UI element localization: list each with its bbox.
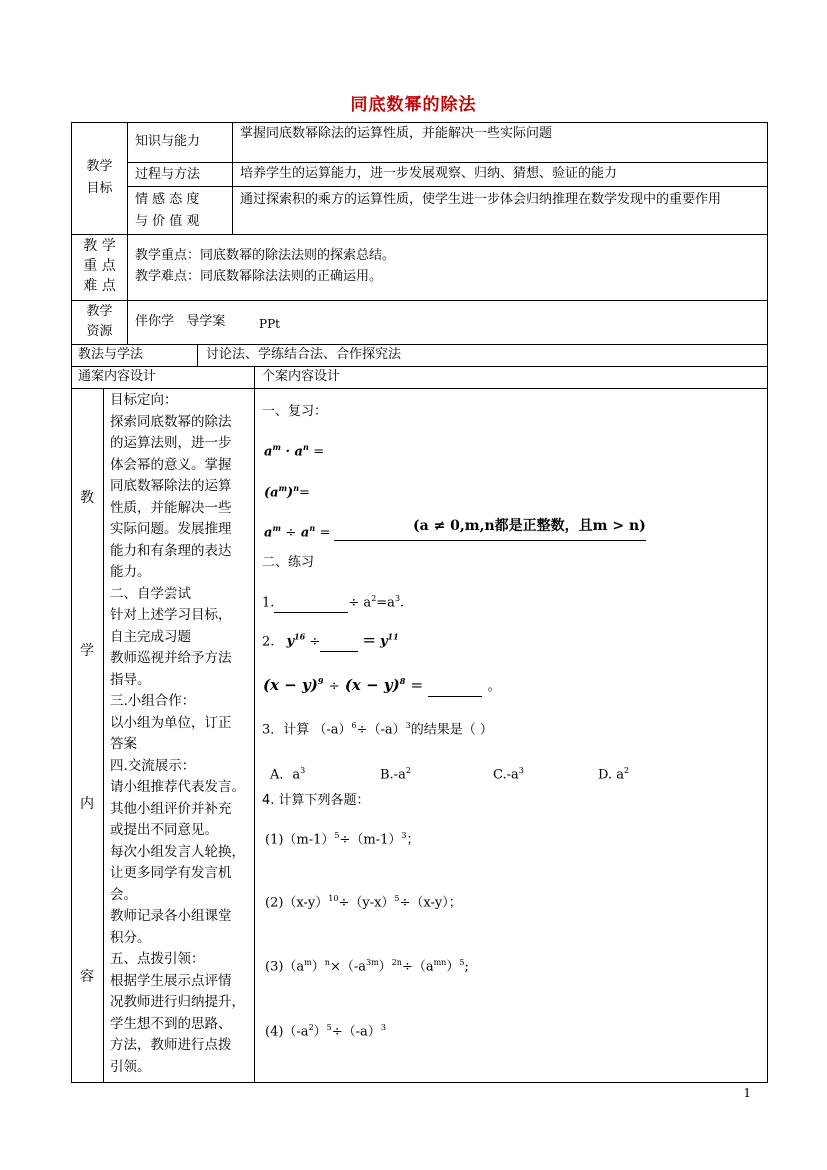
practice-heading: 二、练习 — [262, 555, 315, 570]
option-b[interactable]: $B.-a^2$ — [380, 766, 411, 783]
sub-question-4: $(4)(-a^2)^5\div(-a)^3$ — [265, 1023, 386, 1040]
left-line: 二、自学尝试 — [110, 585, 191, 602]
goal-label-knowledge: 知识与能力 — [135, 134, 201, 149]
methods-text: 讨论法、学练结合法、合作探究法 — [206, 347, 402, 362]
left-line: 实际问题。发展推理 — [110, 521, 232, 537]
left-line: 探索同底数幂的除法 — [110, 413, 232, 430]
left-line: 能力和有条理的表达 — [110, 542, 232, 559]
left-line: 能力。 — [110, 564, 151, 580]
review-heading: 一、复习： — [262, 404, 328, 419]
left-line: 教师记录各小组课堂 — [110, 908, 232, 924]
side-char-1: 教 — [80, 490, 94, 506]
left-line: 或提出不同意见。 — [110, 822, 218, 838]
question-3: 3．计算 $(-a)^6\div(-a)^3$的结果是（ ） — [262, 721, 493, 738]
question-4: 4. 计算下列各题： — [262, 793, 370, 808]
side-char-3: 内 — [80, 796, 94, 812]
q2-blank[interactable] — [320, 637, 358, 652]
goal-text-emotion: 通过探索积的乘方的运算性质，使学生进一步体会归纳推理在数学发现中的重要作用 — [240, 192, 722, 207]
left-line: 性质，并能解决一些 — [110, 499, 232, 516]
focus-key: 教学重点：同底数幂的除法法则的探索总结。 — [135, 248, 396, 263]
left-line: 积分。 — [110, 929, 151, 946]
left-line: 让更多同学有发言机 — [110, 865, 232, 881]
review-eq-1: $a^m \cdot a^n$ = — [264, 442, 325, 460]
review-eq-3: $a^m \div a^n$ = — [264, 523, 331, 541]
left-line: 针对上述学习目标， — [110, 607, 232, 623]
design-right-header: 个案内容设计 — [262, 369, 341, 384]
methods-header: 教法与学法 — [78, 347, 144, 362]
left-line: 五、点拨引领： — [110, 951, 205, 967]
question-1: 1. ÷ $a^2=a^3$. — [262, 589, 404, 613]
sub-question-2: $(2)(x-y)^{10}\div(y-x)^5\div(x-y)$； — [265, 894, 462, 911]
option-d[interactable]: D. $a^2$ — [598, 766, 630, 783]
side-char-4: 容 — [80, 969, 94, 985]
resources-ppt: PPt — [259, 317, 280, 331]
focus-header: 教 学 重 点 难 点 — [83, 238, 116, 294]
question-2b: $(x - y)^9 \div (x - y)^8$ = 。 — [263, 671, 501, 697]
left-line: 四.交流展示： — [110, 757, 196, 774]
design-left-header: 通案内容设计 — [78, 369, 157, 384]
page-number: 1 — [743, 1086, 751, 1100]
left-line: 答案 — [110, 736, 137, 752]
left-line: 目标定向： — [110, 392, 178, 408]
q1-blank[interactable] — [274, 598, 348, 613]
option-c[interactable]: $C.-a^3$ — [493, 766, 524, 783]
sub-question-1: $(1)(m-1)^5\div(m-1)^3$； — [265, 831, 420, 848]
focus-difficult: 教学难点：同底数幂除法法则的正确运用。 — [135, 269, 383, 284]
goal-label-emotion-2: 与 价 值 观 — [135, 214, 200, 229]
left-line: 每次小组发言人轮换， — [110, 843, 245, 860]
resources-text: 伴你学 导学案 — [135, 314, 226, 329]
answer-blank[interactable] — [334, 540, 646, 541]
left-line: 以小组为单位，订正 — [110, 714, 232, 731]
option-a[interactable]: A．$a^3$ — [270, 766, 306, 783]
design-left-content — [110, 390, 252, 1078]
left-line: 体会幂的意义。掌握 — [110, 456, 232, 473]
resources-header: 教学 资源 — [86, 304, 113, 339]
left-line: 学生想不到的思路、 — [110, 1015, 232, 1032]
condition-text: (a ≠ 0,m,n都是正整数，且m > n) — [413, 518, 646, 534]
goals-header: 教学目标 — [86, 159, 113, 196]
left-line: 同底数幂除法的运算 — [110, 478, 232, 494]
goal-text-knowledge: 掌握同底数幂除法的运算性质，并能解决一些实际问题 — [240, 126, 553, 141]
left-line: 引领。 — [110, 1058, 151, 1075]
left-line: 根据学生展示点评情 — [110, 972, 232, 989]
left-line: 教师巡视并给予方法 — [110, 650, 232, 666]
left-line: 会。 — [110, 886, 137, 903]
left-line: 指导。 — [110, 671, 151, 688]
left-line: 三.小组合作： — [110, 693, 196, 709]
q2b-blank[interactable] — [428, 682, 482, 697]
left-line: 自主完成习题 — [110, 628, 191, 645]
goal-label-process: 过程与方法 — [135, 167, 201, 182]
goal-label-emotion-1: 情 感 态 度 — [135, 192, 200, 207]
side-char-2: 学 — [80, 643, 94, 659]
left-line: 其他小组评价并补充 — [110, 800, 232, 817]
left-line: 况教师进行归纳提升， — [110, 994, 245, 1010]
review-eq-2: $(a^m)^n=$ — [264, 483, 310, 501]
page-title: 同底数幂的除法 — [350, 95, 477, 115]
left-line: 的运算法则，进一步 — [110, 435, 232, 451]
question-2: 2. $y^{16}$ ÷ = $y^{11}$ — [262, 627, 399, 652]
left-line: 方法，教师进行点拨 — [110, 1037, 232, 1053]
sub-question-3: $(3)(a^m)^n\times(-a^{3m})^{2n}\div(a^{mn})^5$; — [265, 958, 469, 975]
left-line: 请小组推荐代表发言。 — [110, 779, 245, 795]
goal-text-process: 培养学生的运算能力，进一步发展观察、归纳、猜想、验证的能力 — [240, 166, 618, 181]
